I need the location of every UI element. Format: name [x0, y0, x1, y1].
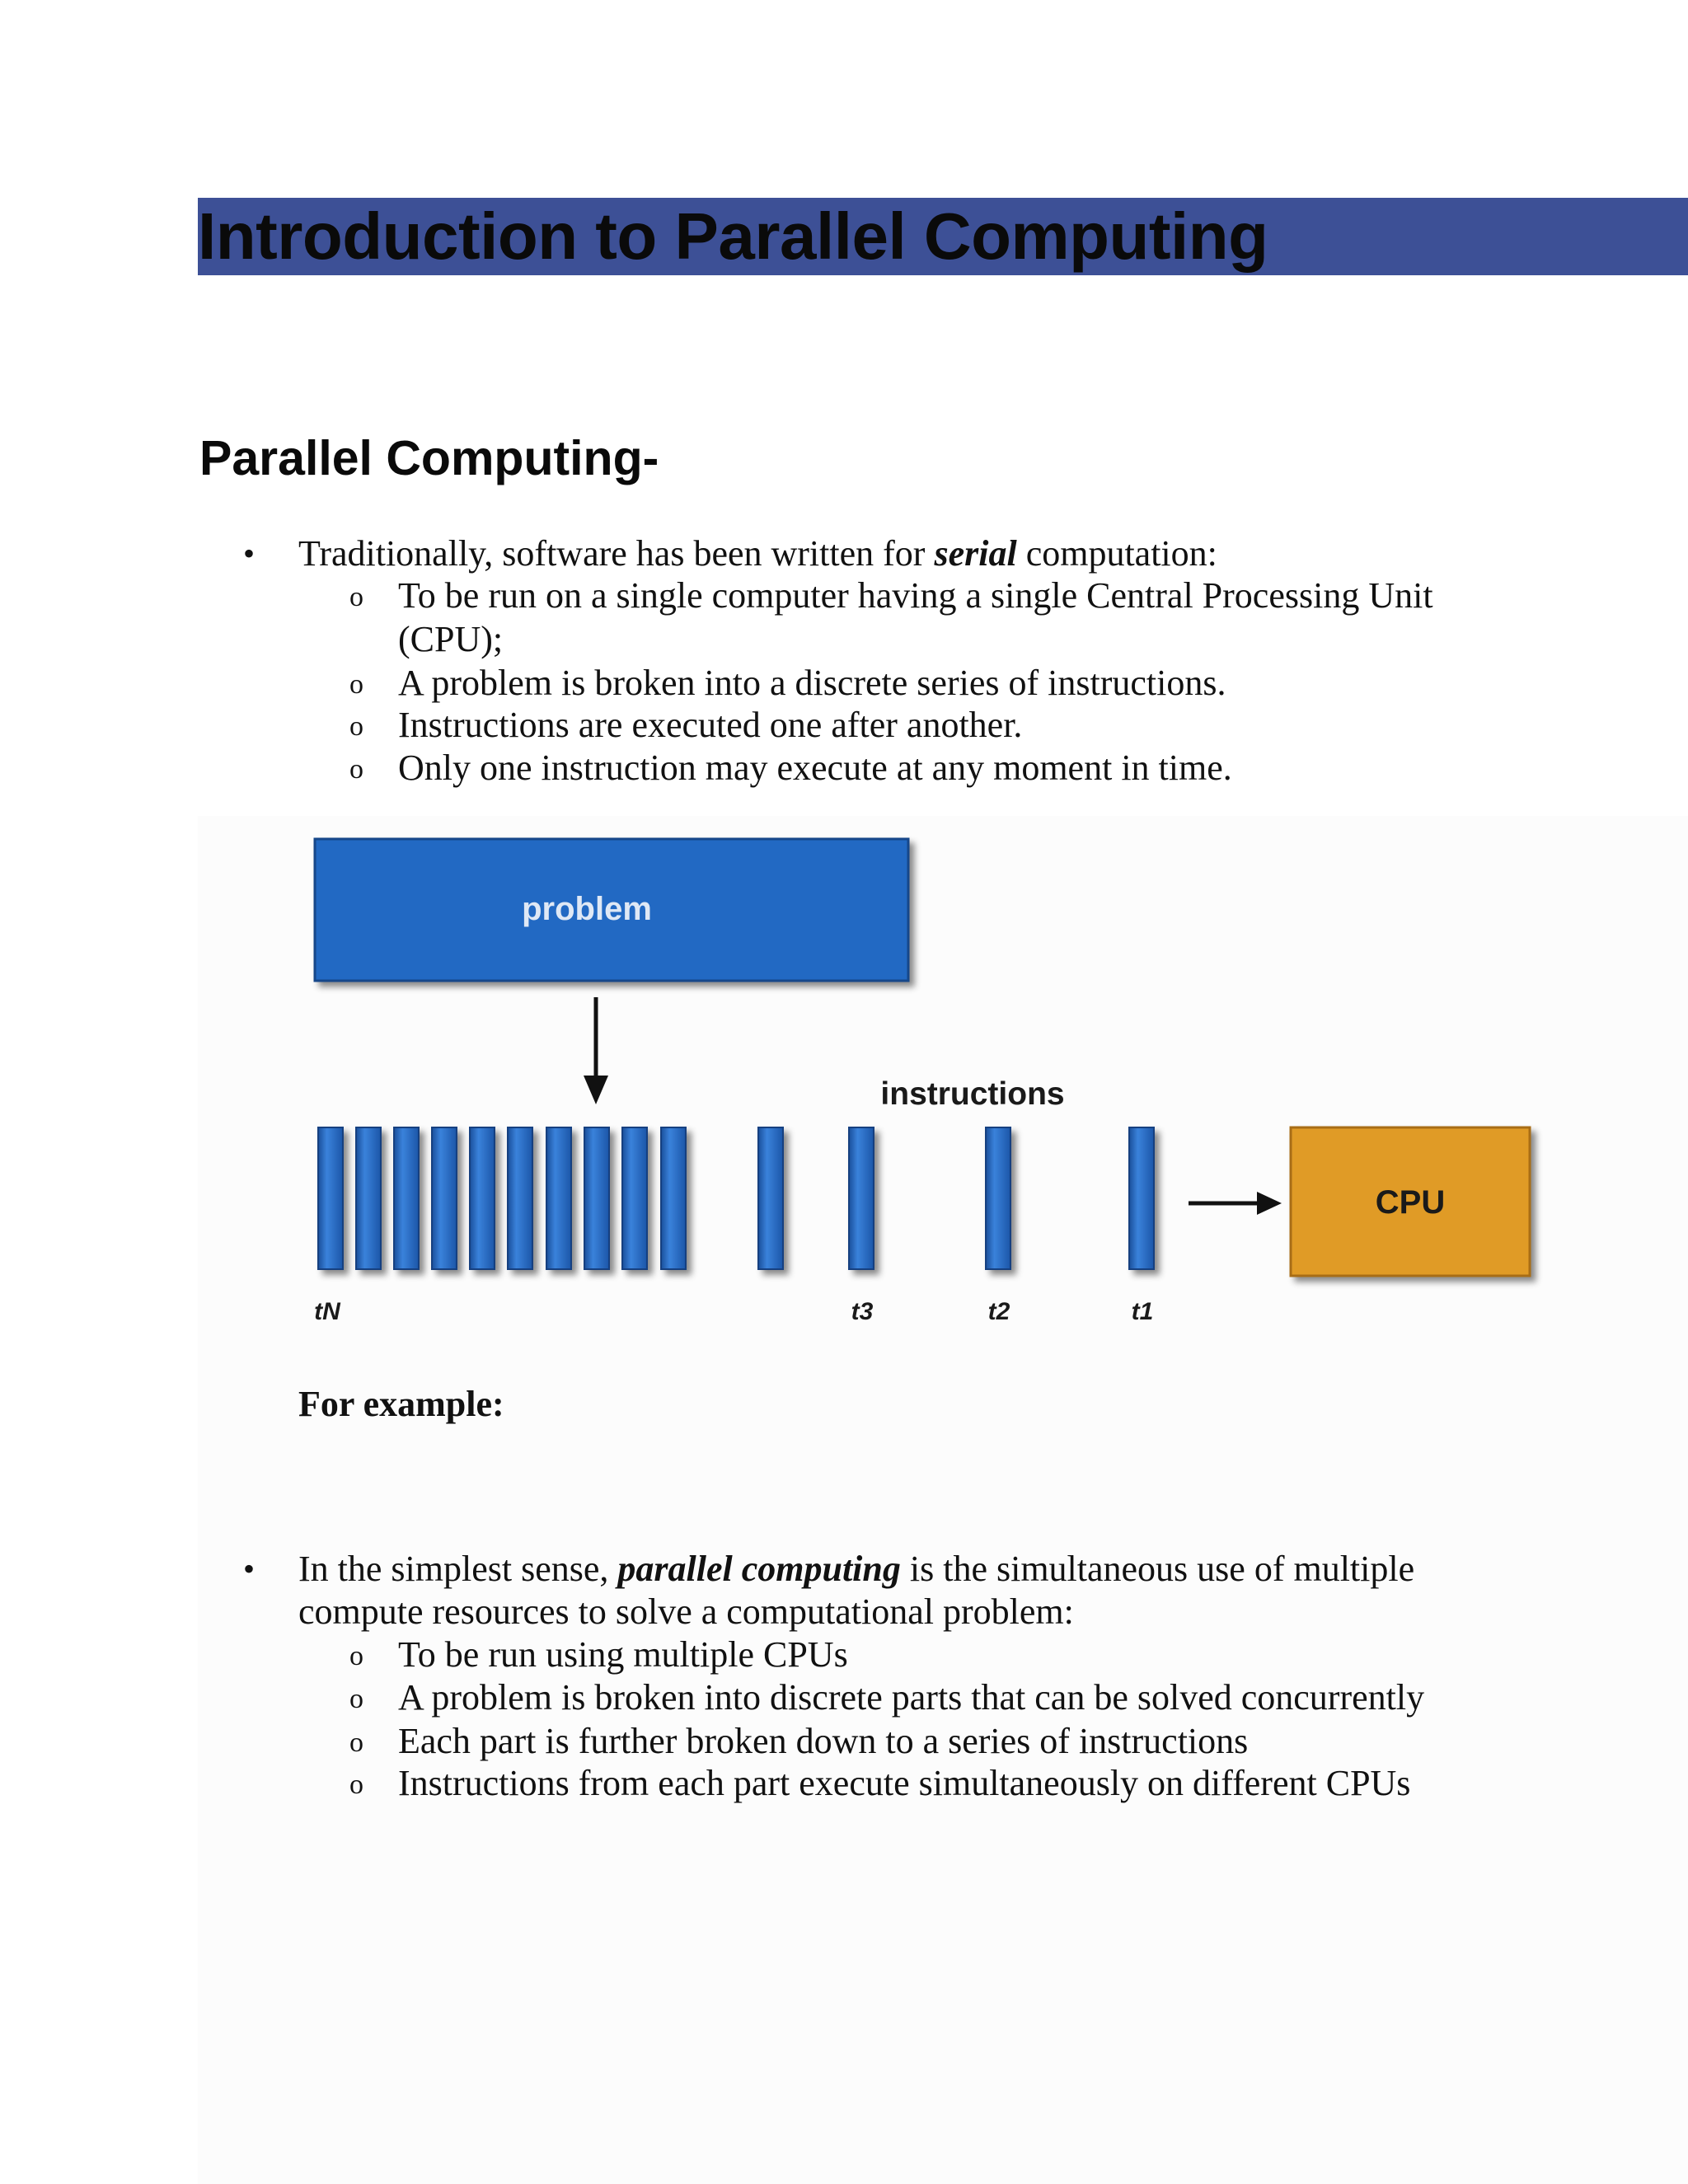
instruction-bar: [356, 1127, 381, 1269]
right-arrow-icon: [1257, 1192, 1282, 1215]
bullet2-emphasis: parallel computing: [617, 1549, 901, 1589]
down-arrow-icon: [584, 1076, 608, 1104]
bullet1-subitem: To be run on a single computer having a single Central Processing Unit: [398, 575, 1433, 616]
instruction-bar: [432, 1127, 457, 1269]
bullet1-subitem: (CPU);: [398, 619, 504, 659]
instructions-label: instructions: [880, 1076, 1065, 1112]
bullet2-post: is the simultaneous use of multiple: [900, 1549, 1415, 1589]
instruction-bar: [394, 1127, 419, 1269]
sub-marker: o: [349, 1684, 363, 1714]
instruction-bar: [470, 1127, 495, 1269]
sub-marker: o: [349, 711, 363, 742]
cpu-label: CPU: [1375, 1184, 1446, 1221]
sub-marker: o: [349, 669, 363, 700]
instruction-bar: [622, 1127, 647, 1269]
instruction-bar: [986, 1127, 1010, 1269]
bullet1-pre: Traditionally, software has been written for: [298, 533, 935, 574]
instruction-bar: [661, 1127, 686, 1269]
instruction-bar: [584, 1127, 609, 1269]
instruction-bar: [318, 1127, 343, 1269]
instruction-bar: [508, 1127, 532, 1269]
sub-marker: o: [349, 754, 363, 785]
sub-marker: o: [349, 1641, 363, 1671]
bullet1-subitem: A problem is broken into a discrete series of instructions.: [398, 663, 1226, 703]
bullet2-pre: In the simplest sense,: [298, 1549, 618, 1589]
bullet-marker: •: [243, 535, 256, 572]
bullet-marker: •: [243, 1550, 256, 1587]
time-label-tN: tN: [314, 1298, 340, 1325]
bullet1-subitem: Instructions are executed one after another.: [398, 705, 1023, 745]
time-label-t1: t1: [1131, 1298, 1154, 1325]
time-label-t2: t2: [987, 1298, 1010, 1325]
sub-marker: o: [349, 1727, 363, 1758]
bullet1-post: computation:: [1016, 533, 1217, 574]
section-heading: Parallel Computing-: [199, 431, 659, 485]
time-label-t3: t3: [851, 1298, 874, 1325]
bullet2-subitem: To be run using multiple CPUs: [398, 1634, 848, 1675]
bullet2-subitem: Each part is further broken down to a series of instructions: [398, 1721, 1249, 1761]
sub-marker: o: [349, 582, 363, 612]
bullet2-text-line2: compute resources to solve a computational problem:: [298, 1591, 1074, 1632]
instruction-bar: [758, 1127, 783, 1269]
for-example-label: For example:: [298, 1384, 504, 1424]
page-title: Introduction to Parallel Computing: [198, 199, 1268, 273]
sub-marker: o: [349, 1769, 363, 1800]
instruction-bar: [1129, 1127, 1154, 1269]
instruction-bar: [849, 1127, 874, 1269]
bullet2-subitem: A problem is broken into discrete parts that can be solved concurrently: [398, 1677, 1425, 1718]
bullet2-subitem: Instructions from each part execute simultaneously on different CPUs: [398, 1763, 1411, 1803]
bullet1-emphasis: serial: [934, 533, 1017, 574]
bullet2-text: [298, 1548, 1414, 1591]
problem-label: problem: [522, 891, 652, 927]
instruction-bar: [546, 1127, 571, 1269]
instruction-bars: [318, 1127, 1154, 1269]
bullet1-subitem: Only one instruction may execute at any moment in time.: [398, 748, 1232, 788]
